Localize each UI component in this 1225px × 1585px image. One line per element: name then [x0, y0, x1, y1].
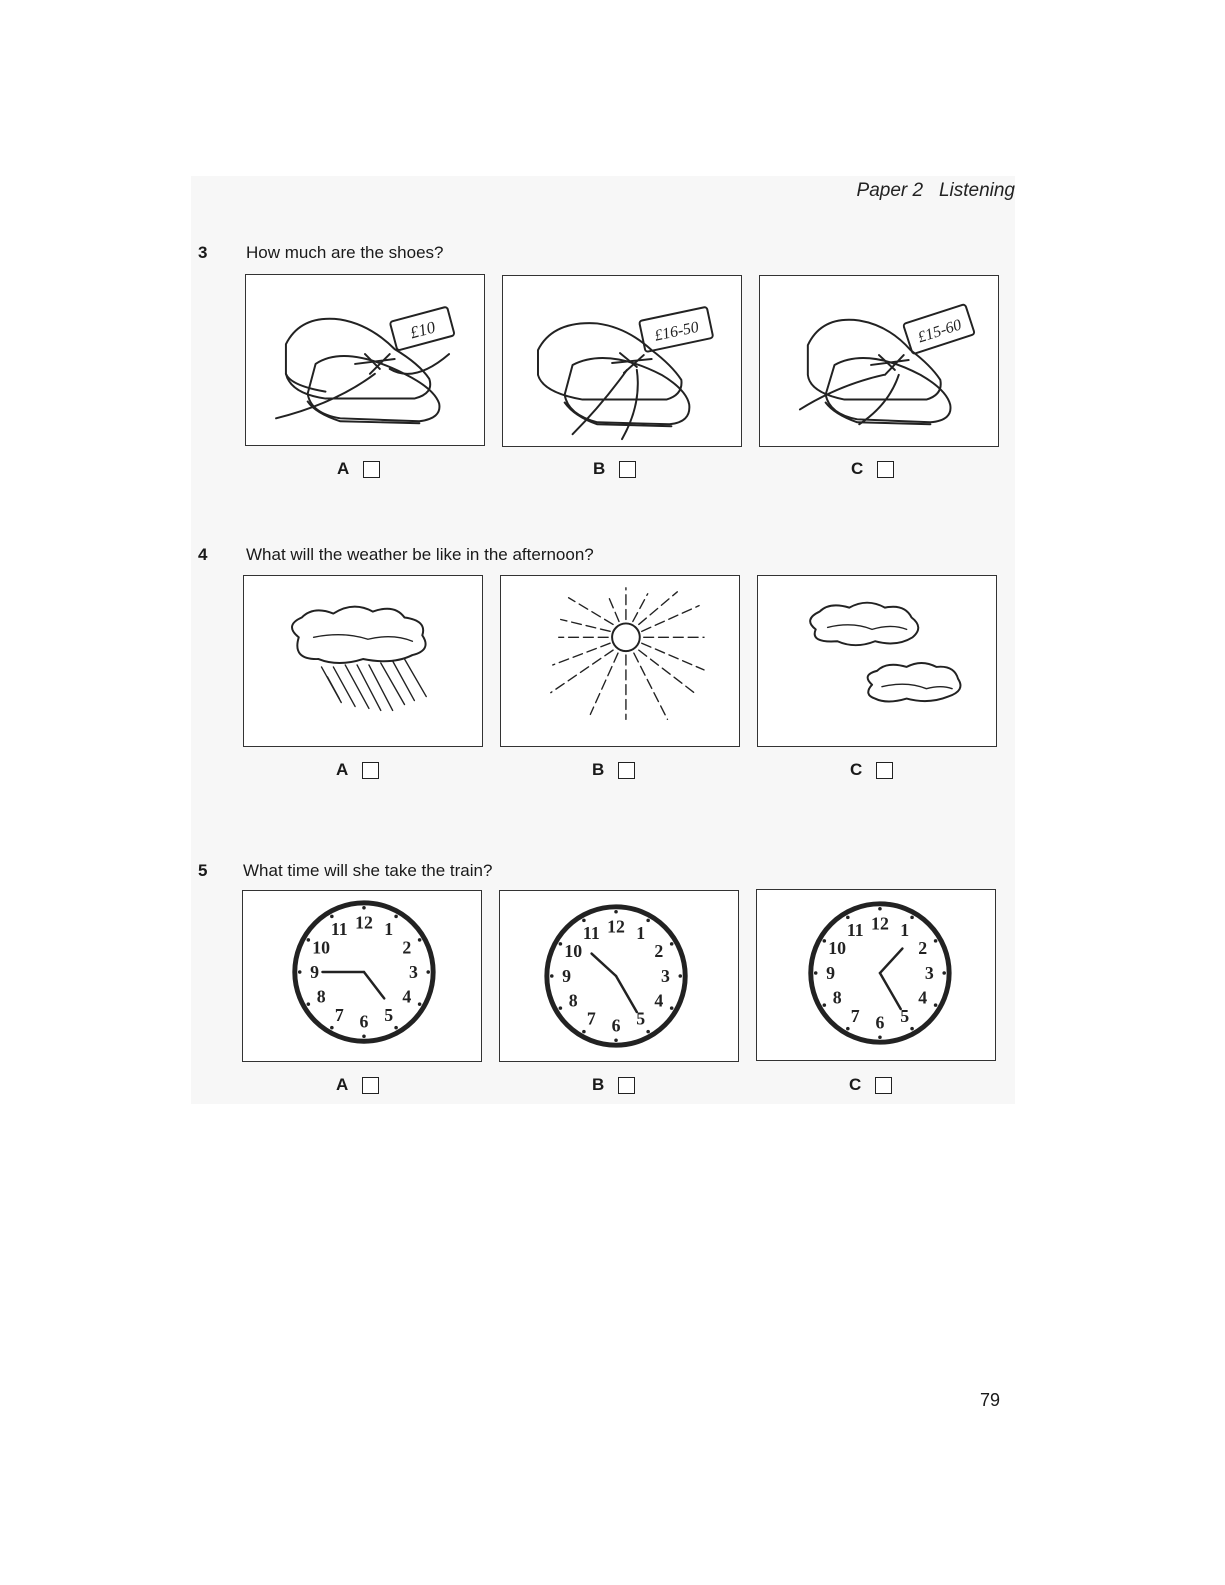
q3-checkbox-c[interactable] [877, 461, 894, 478]
clock-tick [418, 938, 422, 942]
q4-letter-a: A [336, 760, 349, 779]
q5-option-b [592, 1075, 635, 1095]
q4-option-b [592, 760, 635, 780]
clock-numeral: 6 [875, 1012, 885, 1033]
clock-picture-b [499, 890, 739, 1062]
clock-numeral: 8 [568, 990, 578, 1011]
q4-letter-c: C [850, 760, 863, 779]
q3-option-b [593, 459, 636, 479]
q5-checkbox-a[interactable] [362, 1077, 379, 1094]
shoes-picture-a [245, 274, 485, 446]
clock-numeral: 2 [918, 938, 928, 959]
clock-tick [646, 1030, 650, 1034]
clock-tick [426, 970, 430, 974]
clock-tick [582, 1030, 586, 1034]
clock-tick [307, 938, 311, 942]
q4-option-a [336, 760, 379, 780]
clock-tick [823, 939, 827, 943]
clock-numeral: 1 [384, 919, 394, 940]
question-4-text: What will the weather be like in the afternoon? [246, 545, 594, 564]
clock-tick [582, 919, 586, 923]
clock-tick [362, 906, 366, 910]
clock-tick [614, 910, 618, 914]
clock-numeral: 11 [330, 919, 348, 940]
q4-letter-b: B [592, 760, 605, 779]
shoes-b-illustration [503, 276, 741, 446]
clock-tick [307, 1002, 311, 1006]
clock-numeral: 10 [564, 941, 583, 962]
clock-tick [330, 1026, 334, 1030]
q3-checkbox-b[interactable] [619, 461, 636, 478]
q5-checkbox-c[interactable] [875, 1077, 892, 1094]
clock-numeral: 12 [607, 916, 625, 937]
clock-numeral: 4 [918, 987, 928, 1008]
clock-tick [418, 1002, 422, 1006]
clock-tick [814, 971, 818, 975]
weather-picture-c [757, 575, 997, 747]
clock-tick [823, 1003, 827, 1007]
clock-numeral: 6 [611, 1015, 621, 1036]
clock-numeral: 9 [826, 962, 835, 983]
clock-tick [910, 916, 914, 920]
clock-numeral: 7 [334, 1004, 344, 1025]
shoes-c-illustration [760, 276, 998, 446]
clock-numeral: 2 [654, 941, 664, 962]
price-tag-b: £16-50 [652, 318, 701, 345]
rain-cloud-icon [244, 576, 482, 746]
clock-numeral: 3 [408, 961, 418, 982]
clock-numeral: 8 [316, 986, 326, 1007]
q5-letter-c: C [849, 1075, 862, 1094]
clock-a-icon [243, 891, 481, 1061]
clock-numeral: 4 [402, 986, 412, 1007]
question-4-number: 4 [198, 545, 208, 564]
q5-letter-a: A [336, 1075, 349, 1094]
clock-tick [670, 1006, 674, 1010]
clock-tick [394, 915, 398, 919]
clock-numeral: 7 [586, 1008, 596, 1029]
q3-letter-b: B [593, 459, 606, 478]
clock-numeral: 9 [310, 961, 320, 982]
clock-tick [934, 1003, 938, 1007]
clock-tick [550, 974, 554, 978]
question-3-text: How much are the shoes? [246, 243, 444, 262]
clouds-icon [758, 576, 996, 746]
clock-numeral: 8 [832, 987, 842, 1008]
clock-tick [942, 971, 946, 975]
clock-tick [559, 1006, 563, 1010]
sun-icon [501, 576, 739, 746]
clock-tick [614, 1038, 618, 1042]
clock-numeral: 5 [384, 1004, 394, 1025]
q4-checkbox-c[interactable] [876, 762, 893, 779]
clock-tick [679, 974, 683, 978]
clock-numeral: 4 [654, 990, 664, 1011]
price-tag-a: £10 [407, 317, 438, 343]
clock-tick [846, 1027, 850, 1031]
shoes-picture-c [759, 275, 999, 447]
clock-tick [646, 919, 650, 923]
question-3-number: 3 [198, 243, 208, 262]
clock-numeral: 2 [402, 937, 412, 958]
clock-numeral: 11 [582, 923, 600, 944]
shoes-picture-b [502, 275, 742, 447]
q3-option-a [337, 459, 380, 479]
clock-numeral: 10 [312, 937, 331, 958]
clock-tick [878, 907, 882, 911]
clock-tick [846, 916, 850, 920]
shoes-a-illustration [246, 275, 484, 445]
clock-tick [559, 942, 563, 946]
clock-numeral: 9 [562, 965, 572, 986]
clock-numeral: 7 [850, 1005, 860, 1026]
clock-numeral: 12 [355, 912, 373, 933]
page-number: 79 [980, 1390, 1001, 1410]
clock-numeral: 11 [846, 920, 864, 941]
clock-tick [330, 915, 334, 919]
q5-checkbox-b[interactable] [618, 1077, 635, 1094]
q5-option-a [336, 1075, 379, 1095]
price-tag-c: £15-60 [915, 316, 964, 347]
q3-letter-c: C [851, 459, 864, 478]
question-5-number: 5 [198, 861, 208, 880]
clock-numeral: 1 [900, 920, 910, 941]
q4-checkbox-b[interactable] [618, 762, 635, 779]
q3-checkbox-a[interactable] [363, 461, 380, 478]
page-header [760, 180, 1015, 202]
paper-label: Paper 2 [856, 180, 924, 201]
clock-b-icon [500, 891, 738, 1061]
q5-letter-b: B [592, 1075, 605, 1094]
q3-option-c [851, 459, 894, 479]
section-label: Listening [938, 180, 1015, 201]
clock-tick [878, 1035, 882, 1039]
clock-numeral: 5 [900, 1005, 910, 1026]
clock-picture-a [242, 890, 482, 1062]
weather-picture-b [500, 575, 740, 747]
clock-numeral: 3 [661, 965, 670, 986]
clock-numeral: 10 [828, 938, 847, 959]
clock-tick [934, 939, 938, 943]
clock-numeral: 5 [636, 1008, 646, 1029]
clock-tick [910, 1027, 914, 1031]
clock-numeral: 12 [871, 913, 889, 934]
clock-picture-c [756, 889, 996, 1061]
question-5-text: What time will she take the train? [243, 861, 493, 880]
clock-tick [362, 1035, 366, 1039]
q4-option-c [850, 760, 893, 780]
clock-c-icon [757, 890, 995, 1060]
clock-numeral: 3 [924, 962, 934, 983]
weather-picture-a [243, 575, 483, 747]
clock-numeral: 1 [636, 923, 646, 944]
q5-option-c [849, 1075, 892, 1095]
q3-letter-a: A [337, 459, 350, 478]
q4-checkbox-a[interactable] [362, 762, 379, 779]
clock-tick [394, 1026, 398, 1030]
clock-tick [670, 942, 674, 946]
clock-numeral: 6 [359, 1011, 369, 1032]
clock-tick [298, 970, 302, 974]
